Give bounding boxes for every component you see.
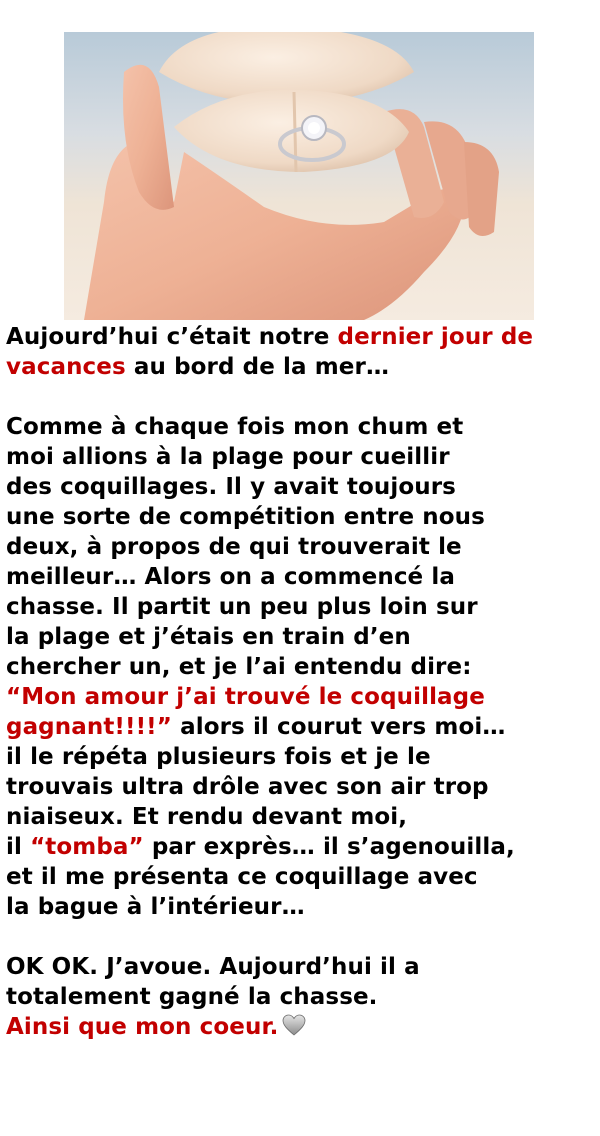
story-line: chasse. Il partit un peu plus loin sur xyxy=(6,594,478,620)
paragraph-intro xyxy=(6,322,596,382)
story-line: des coquillages. Il y avait toujours xyxy=(6,474,456,500)
ring-in-shell-photo xyxy=(64,32,534,320)
text-fragment: alors il courut vers moi… xyxy=(172,714,506,740)
highlight-quote: “Mon amour j’ai trouvé le coquillage xyxy=(6,684,485,710)
story-line xyxy=(6,322,596,352)
highlight-text: Ainsi que mon coeur. xyxy=(6,1014,279,1040)
story-line xyxy=(6,1012,596,1042)
story-line xyxy=(6,712,596,742)
text-fragment: il xyxy=(6,834,31,860)
story-line xyxy=(6,352,596,382)
heart-icon xyxy=(282,1014,306,1036)
story-line: la bague à l’intérieur… xyxy=(6,894,305,920)
paragraph-conclusion xyxy=(6,952,596,1042)
story-line: la plage et j’étais en train d’en xyxy=(6,624,411,650)
story-line: Comme à chaque fois mon chum et xyxy=(6,414,464,440)
story-line: trouvais ultra drôle avec son air trop xyxy=(6,774,489,800)
story-text xyxy=(6,322,596,1042)
text-fragment: par exprès… il s’agenouilla, xyxy=(143,834,515,860)
story-line: OK OK. J’avoue. Aujourd’hui il a xyxy=(6,954,420,980)
story-line: meilleur… Alors on a commencé la xyxy=(6,564,455,590)
text-fragment: Aujourd’hui c’était notre xyxy=(6,324,338,350)
story-line: il le répéta plusieurs fois et je le xyxy=(6,744,431,770)
paragraph-story xyxy=(6,412,596,922)
story-line: deux, à propos de qui trouverait le xyxy=(6,534,462,560)
story-line: moi allions à la plage pour cueillir xyxy=(6,444,450,470)
story-line: niaiseux. Et rendu devant moi, xyxy=(6,804,408,830)
highlight-text: dernier jour de xyxy=(337,324,534,350)
story-line: chercher un, et je l’ai entendu dire: xyxy=(6,654,472,680)
story-line xyxy=(6,832,596,862)
story-line: une sorte de compétition entre nous xyxy=(6,504,485,530)
story-line: totalement gagné la chasse. xyxy=(6,984,378,1010)
story-line: et il me présenta ce coquillage avec xyxy=(6,864,478,890)
highlight-text: gagnant!!!!” xyxy=(6,714,172,740)
highlight-text: “tomba” xyxy=(30,834,144,860)
text-fragment: au bord de la mer… xyxy=(125,354,390,380)
highlight-text: vacances xyxy=(6,354,126,380)
